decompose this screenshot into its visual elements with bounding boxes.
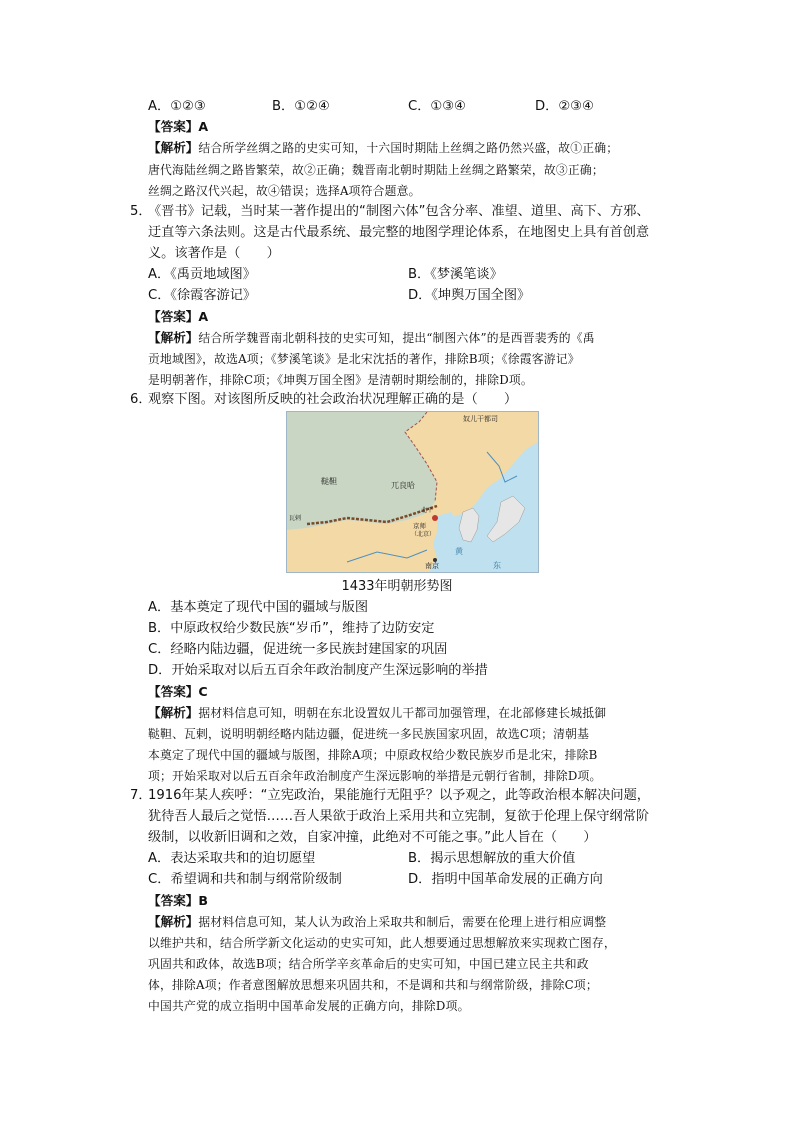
q7-stem-line: 级制，以收新旧调和之效，自家冲撞，此绝对不可能之事。”此人旨在（ ） xyxy=(148,830,597,845)
q7-option-b[interactable]: B．揭示思想解放的重大价值 xyxy=(408,851,576,866)
q6-option-d[interactable]: D．开始采取对以后五百余年政治制度产生深远影响的举措 xyxy=(148,663,488,678)
q7-option-d[interactable]: D．指明中国革命发展的正确方向 xyxy=(408,872,603,887)
explanation-label: 【解析】 xyxy=(148,140,199,155)
q7-option-a[interactable]: A．表达采取共和的迫切愿望 xyxy=(148,851,316,866)
map-caption: 1433年明朝形势图 xyxy=(341,579,453,594)
q5-option-d[interactable]: D．《坤舆万国全图》 xyxy=(408,288,531,303)
q5-answer: 【答案】A xyxy=(148,309,209,324)
q7-explanation-line: 【解析】据材料信息可知，某人认为政治上采取共和制后，需要在伦理上进行相应调整 xyxy=(148,914,607,929)
q6-explanation-line: 项；开始采取对以后五百余年政治制度产生深远影响的举措是元朝行省制，排除D项。 xyxy=(148,769,602,783)
q6-number: 6． xyxy=(130,392,152,407)
q7-stem-line: 犹待吾人最后之觉悟……吾人果欲于政治上采用共和立宪制，复欲于伦理上保守纲常阶 xyxy=(148,809,650,824)
q6-option-c[interactable]: C．经略内陆边疆，促进统一多民族封建国家的巩固 xyxy=(148,642,448,657)
explanation-label: 【解析】 xyxy=(148,705,199,720)
q7-explanation-line: 中国共产党的成立指明中国革命发展的正确方向，排除D项。 xyxy=(148,999,470,1013)
explanation-label: 【解析】 xyxy=(148,330,199,345)
q4-option-d[interactable]: D．②③④ xyxy=(535,99,594,114)
q4-option-b[interactable]: B．①②④ xyxy=(272,99,330,114)
capital-marker xyxy=(432,515,438,521)
ming-map xyxy=(286,411,539,573)
explanation-label: 【解析】 xyxy=(148,914,199,929)
q7-explanation-line: 巩固共和政体，故选B项；结合所学辛亥革命后的史实可知，中国已建立民主共和政 xyxy=(148,957,589,971)
q6-explanation-line: 鞑靼、瓦剌，说明明朝经略内陆边疆，促进统一多民族国家巩固，故选C项；清朝基 xyxy=(148,727,590,741)
q7-number: 7． xyxy=(130,788,152,803)
map-label-beijing: （北京） xyxy=(411,531,436,538)
q5-explanation-line: 是明朝著作，排除C项；《坤舆万国全图》是清朝时期绘制的，排除D项。 xyxy=(148,373,533,387)
q5-option-a[interactable]: A．《禹贡地域图》 xyxy=(148,267,256,282)
q4-answer: 【答案】A xyxy=(148,119,209,134)
map-label-yellow-sea: 黄 xyxy=(455,547,463,556)
q4-option-a[interactable]: A．①②③ xyxy=(148,99,206,114)
q6-option-b[interactable]: B．中原政权给少数民族“岁币”，维持了边防安定 xyxy=(148,621,435,636)
q7-option-c[interactable]: C．希望调和共和制与纲常阶级制 xyxy=(148,872,342,887)
q6-stem: 观察下图。对该图所反映的社会政治状况理解正确的是（ ） xyxy=(148,392,518,407)
map-label-east-sea: 东 xyxy=(493,561,501,570)
q6-explanation-line: 本奠定了现代中国的疆域与版图，排除A项；中原政权给少数民族岁币是北宋，排除B xyxy=(148,748,598,762)
q7-answer: 【答案】B xyxy=(148,893,208,908)
ming-map-svg xyxy=(287,412,538,572)
q7-explanation-line: 体，排除A项；作者意图解放思想来巩固共和，不是调和共和与纲常阶级，排除C项； xyxy=(148,978,598,992)
q5-stem-line: 《晋书》记载，当时某一著作提出的“制图六体”包含分率、准望、道里、高下、方邪、 xyxy=(148,204,650,219)
map-label-beiping: 北平 xyxy=(421,507,434,514)
map-label-nanjing: 南京 xyxy=(425,562,439,570)
q5-stem-line: 迂直等六条法则。这是古代最系统、最完整的地图学理论体系，在地图史上具有首创意 xyxy=(148,225,650,240)
q4-explanation-line: 丝绸之路汉代兴起，故④错误；选择A项符合题意。 xyxy=(148,184,421,198)
q6-explanation-line: 【解析】据材料信息可知，明朝在东北设置奴儿干都司加强管理，在北部修建长城抵御 xyxy=(148,705,607,720)
q5-option-b[interactable]: B．《梦溪笔谈》 xyxy=(408,267,503,282)
q4-explanation-line: 唐代海陆丝绸之路皆繁荣，故②正确；魏晋南北朝时期陆上丝绸之路繁荣，故③正确； xyxy=(148,163,604,177)
map-label-tatar: 鞑靼 xyxy=(321,477,337,486)
map-label-uriankhai: 兀良哈 xyxy=(391,481,415,490)
q4-explanation-line: 【解析】结合所学丝绸之路的史实可知，十六国时期陆上丝绸之路仍然兴盛，故①正确； xyxy=(148,140,619,155)
q6-option-a[interactable]: A．基本奠定了现代中国的疆域与版图 xyxy=(148,600,369,615)
q5-stem-line: 义。该著作是（ ） xyxy=(148,246,280,261)
q5-explanation-line: 贡地域图》，故选A项；《梦溪笔谈》是北宋沈括的著作，排除B项；《徐霞客游记》 xyxy=(148,352,580,366)
map-label-oirat: 瓦剌 xyxy=(289,515,302,522)
map-label-jingshi: 京师 xyxy=(413,522,426,530)
q5-number: 5． xyxy=(130,204,152,219)
q5-explanation-line: 【解析】结合所学魏晋南北朝科技的史实可知，提出“制图六体”的是西晋裴秀的《禹 xyxy=(148,330,595,345)
q4-option-c[interactable]: C．①③④ xyxy=(408,99,466,114)
q5-option-c[interactable]: C．《徐霞客游记》 xyxy=(148,288,257,303)
map-label-nurgan: 奴儿干都司 xyxy=(463,415,498,423)
q7-explanation-line: 以维护共和，结合所学新文化运动的史实可知，此人想要通过思想解放来实现救亡图存， xyxy=(148,936,616,950)
q7-stem-line: 1916年某人疾呼：“立宪政治，果能施行无阻乎？以予观之，此等政治根本解决问题， xyxy=(148,788,650,803)
q6-answer: 【答案】C xyxy=(148,684,208,699)
